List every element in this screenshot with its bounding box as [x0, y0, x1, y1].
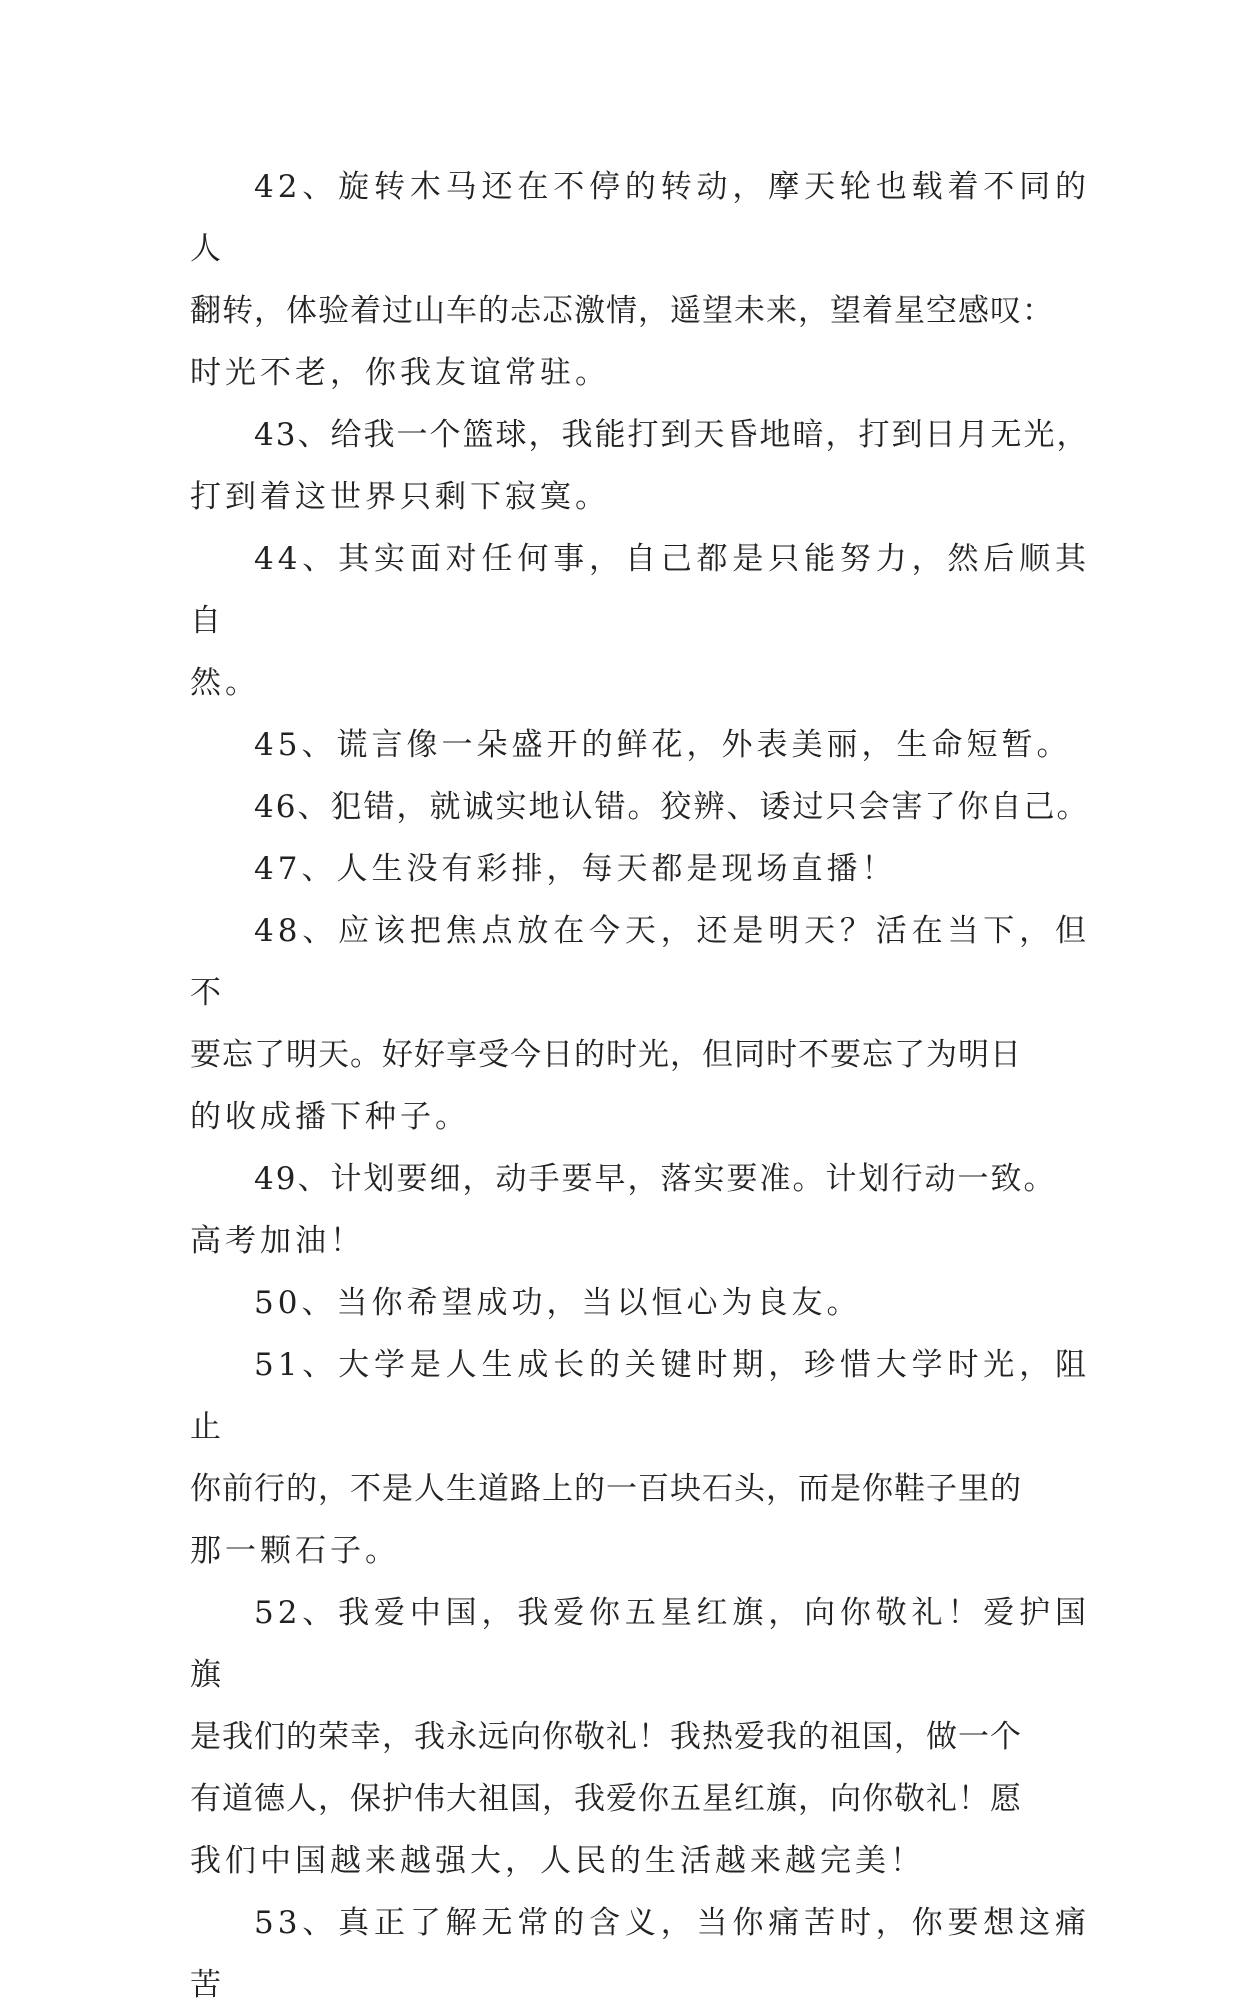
- paragraph-line: 44、其实面对任何事，自己都是只能努力，然后顺其自: [190, 541, 1090, 639]
- paragraph-line: 52、我爱中国，我爱你五星红旗，向你敬礼！爱护国旗: [190, 1595, 1090, 1693]
- paragraph-51: [190, 1334, 1090, 1582]
- paragraph-line: 时光不老，你我友谊常驻。: [190, 355, 610, 391]
- paragraph-45: [190, 714, 1090, 776]
- paragraph-line: 的收成播下种子。: [190, 1099, 470, 1135]
- paragraph-line: 49、计划要细，动手要早，落实要准。计划行动一致。: [254, 1161, 1057, 1197]
- paragraph-line: 是我们的荣幸，我永远向你敬礼！我热爱我的祖国，做一个: [190, 1719, 1022, 1755]
- paragraph-line: 那一颗石子。: [190, 1533, 400, 1569]
- paragraph-47: [190, 838, 1090, 900]
- paragraph-line: 翻转，体验着过山车的忐忑激情，遥望未来，望着星空感叹：: [190, 293, 1054, 329]
- paragraph-line: 51、大学是人生成长的关键时期，珍惜大学时光，阻止: [190, 1347, 1090, 1445]
- paragraph-line: 42、旋转木马还在不停的转动，摩天轮也载着不同的人: [190, 169, 1090, 267]
- document-body: [190, 156, 1090, 2016]
- paragraph-52: [190, 1582, 1090, 1892]
- paragraph-line: 50、当你希望成功，当以恒心为良友。: [254, 1285, 862, 1321]
- paragraph-44: [190, 528, 1090, 714]
- paragraph-line: 46、犯错，就诚实地认错。狡辨、诿过只会害了你自己。: [254, 789, 1090, 825]
- paragraph-line: 要忘了明天。好好享受今日的时光，但同时不要忘了为明日: [190, 1037, 1022, 1073]
- paragraph-42: [190, 156, 1090, 404]
- paragraph-line: 我们中国越来越强大，人民的生活越来越完美！: [190, 1843, 925, 1879]
- paragraph-49: [190, 1148, 1090, 1272]
- paragraph-line: 高考加油！: [190, 1223, 365, 1259]
- paragraph-line: 然。: [190, 665, 260, 701]
- paragraph-50: [190, 1272, 1090, 1334]
- paragraph-line: 有道德人，保护伟大祖国，我爱你五星红旗，向你敬礼！愿: [190, 1781, 1022, 1817]
- paragraph-46: [190, 776, 1090, 838]
- paragraph-line: 48、应该把焦点放在今天，还是明天？活在当下，但不: [190, 913, 1090, 1011]
- paragraph-line: 打到着这世界只剩下寂寞。: [190, 479, 610, 515]
- paragraph-53: [190, 1892, 1090, 2016]
- paragraph-line: 43、给我一个篮球，我能打到天昏地暗，打到日月无光，: [254, 417, 1090, 453]
- paragraph-line: 你前行的，不是人生道路上的一百块石头，而是你鞋子里的: [190, 1471, 1022, 1507]
- paragraph-line: 53、真正了解无常的含义，当你痛苦时，你要想这痛苦: [190, 1905, 1090, 2003]
- paragraph-48: [190, 900, 1090, 1148]
- paragraph-43: [190, 404, 1090, 528]
- paragraph-line: 47、人生没有彩排，每天都是现场直播！: [254, 851, 897, 887]
- paragraph-line: 45、谎言像一朵盛开的鲜花，外表美丽，生命短暂。: [254, 727, 1072, 763]
